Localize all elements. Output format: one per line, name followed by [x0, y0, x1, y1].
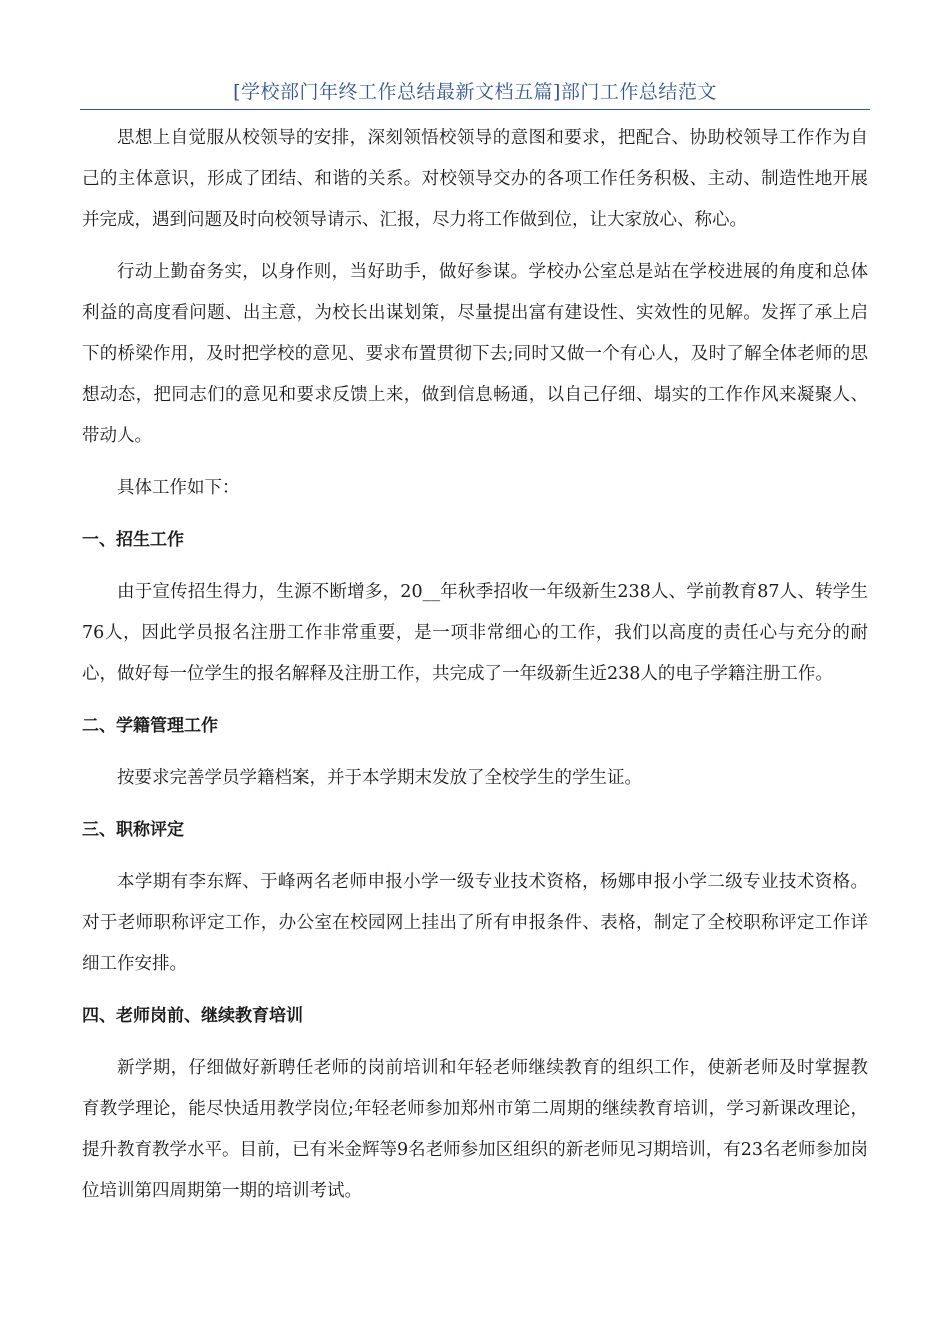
document-body	[82, 118, 868, 1223]
section-heading-title-evaluation: 三、职称评定	[82, 820, 184, 840]
paragraph-title-evaluation: 本学期有李东辉、于峰两名老师申报小学一级专业技术资格，杨娜申报小学二级专业技术资格。对于老师职称评定工作，办公室在校园网上挂出了所有申报条件、表格，制定了全校职称评定工作详细工作安排。	[82, 872, 868, 974]
paragraph-intro-work: 具体工作如下：	[117, 478, 240, 498]
document-header-title: [学校部门年终工作总结最新文档五篇]部门工作总结范文	[233, 81, 717, 103]
paragraph-thinking: 思想上自觉服从校领导的安排，深刻领悟校领导的意图和要求，把配合、协助校领导工作作为自己的主体意识，形成了团结、和谐的关系。对校领导交办的各项工作任务积极、主动、制造性地开展并完成，遇到问题及时向校领导请示、汇报，尽力将工作做到位，让大家放心、称心。	[82, 128, 868, 230]
paragraph-teacher-training: 新学期，仔细做好新聘任老师的岗前培训和年轻老师继续教育的组织工作，使新老师及时掌握教育教学理论，能尽快适用教学岗位;年轻老师参加郑州市第二周期的继续教育培训，学习新课改理论，提升教育教学水平。目前，已有米金辉等9名老师参加区组织的新老师见习期培训，有23名老师参加岗位培训第四周期第一期的培训考试。	[82, 1058, 868, 1201]
header-divider	[80, 109, 870, 110]
paragraph-enrollment: 由于宣传招生得力，生源不断增多，20__年秋季招收一年级新生238人、学前教育87人、转学生76人，因此学员报名注册工作非常重要，是一项非常细心的工作，我们以高度的责任心与充分的耐心，做好每一位学生的报名解释及注册工作，共完成了一年级新生近238人的电子学籍注册工作。	[82, 582, 868, 684]
section-heading-teacher-training: 四、老师岗前、继续教育培训	[82, 1006, 303, 1026]
section-heading-enrollment: 一、招生工作	[82, 530, 184, 550]
section-heading-student-records: 二、学籍管理工作	[82, 716, 218, 736]
paragraph-action: 行动上勤奋务实，以身作则，当好助手，做好参谋。学校办公室总是站在学校进展的角度和总体利益的高度看问题、出主意，为校长出谋划策，尽量提出富有建设性、实效性的见解。发挥了承上启下的桥梁作用，及时把学校的意见、要求布置贯彻下去;同时又做一个有心人，及时了解全体老师的思想动态，把同志们的意见和要求反馈上来，做到信息畅通，以自己仔细、塌实的工作作风来凝聚人、带动人。	[82, 262, 868, 446]
paragraph-student-records: 按要求完善学员学籍档案，并于本学期末发放了全校学生的学生证。	[117, 768, 642, 788]
